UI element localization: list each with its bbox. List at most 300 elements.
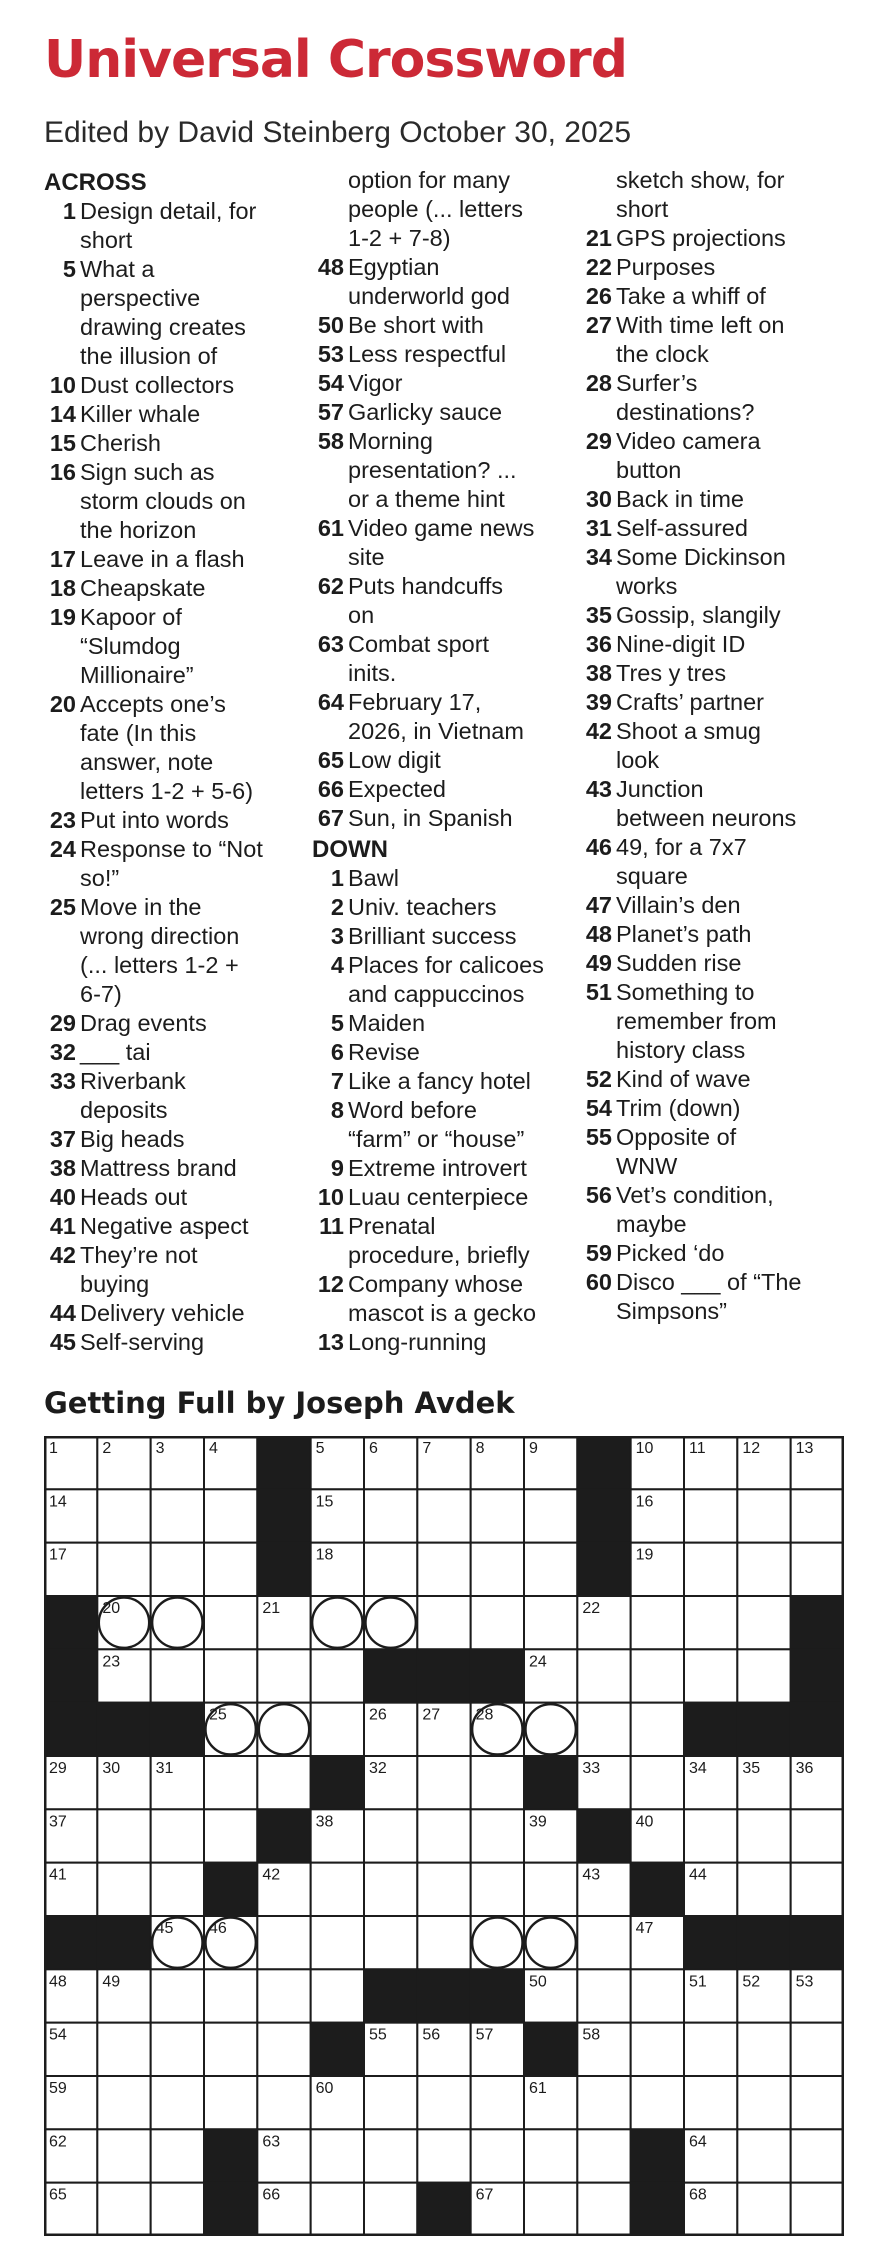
grid-cell[interactable] xyxy=(631,1969,684,2022)
grid-cell[interactable] xyxy=(204,2023,257,2076)
down-clue-55[interactable] xyxy=(580,1123,842,1181)
grid-cell[interactable] xyxy=(791,2023,844,2076)
grid-cell[interactable] xyxy=(577,1916,630,1969)
down-clue-48[interactable] xyxy=(580,920,842,949)
block-cell xyxy=(631,2129,684,2182)
cell-number: 33 xyxy=(582,1760,601,1777)
across-clue-14[interactable] xyxy=(44,400,306,429)
clue-number: 57 xyxy=(317,399,344,425)
clue-text: option for many people (... letters 1-2 + 7-8) xyxy=(348,167,524,251)
block-cell xyxy=(524,1756,577,1809)
grid-cell[interactable] xyxy=(684,2023,737,2076)
clue-number: 40 xyxy=(49,1184,76,1210)
clue-text: Tres y tres xyxy=(616,660,727,686)
clue-text: Puts handcuffs on xyxy=(348,573,504,628)
block-cell xyxy=(684,1703,737,1756)
grid-cell[interactable] xyxy=(471,2076,524,2129)
across-clue-18[interactable] xyxy=(44,574,306,603)
grid-cell[interactable] xyxy=(631,2076,684,2129)
across-clue-66[interactable] xyxy=(312,775,574,804)
grid-cell[interactable] xyxy=(257,1649,310,1702)
grid-cell[interactable] xyxy=(791,1809,844,1862)
across-clue-44[interactable] xyxy=(44,1299,306,1328)
grid-cell[interactable] xyxy=(791,1863,844,1916)
across-clue-5[interactable] xyxy=(44,255,306,371)
across-clue-23[interactable] xyxy=(44,806,306,835)
grid-cell[interactable] xyxy=(204,1969,257,2022)
across-clue-41[interactable] xyxy=(44,1212,306,1241)
grid-cell[interactable] xyxy=(737,1863,790,1916)
across-clue-1[interactable] xyxy=(44,197,306,255)
clue-number: 31 xyxy=(585,515,612,541)
down-clue-28[interactable] xyxy=(580,369,842,427)
down-clue-46[interactable] xyxy=(580,833,842,891)
grid-cell[interactable] xyxy=(524,1703,577,1756)
cell-number: 31 xyxy=(155,1760,174,1777)
across-clue-25[interactable] xyxy=(44,893,306,1009)
clue-number: 29 xyxy=(585,428,612,454)
grid-cell[interactable] xyxy=(364,1543,417,1596)
grid-cell[interactable] xyxy=(684,2076,737,2129)
grid-cell[interactable] xyxy=(791,2183,844,2236)
down-clue-29[interactable] xyxy=(580,427,842,485)
grid-cell[interactable] xyxy=(257,2076,310,2129)
cell-number: 2 xyxy=(102,1440,112,1457)
grid-cell[interactable] xyxy=(311,1596,364,1649)
down-clue-31[interactable] xyxy=(580,514,842,543)
grid-cell[interactable] xyxy=(417,1809,470,1862)
grid-cell[interactable] xyxy=(684,1489,737,1542)
clue-text: Put into words xyxy=(80,807,229,833)
grid-cell[interactable] xyxy=(151,1969,204,2022)
clue-number: 10 xyxy=(317,1184,344,1210)
clue-text: Extreme introvert xyxy=(348,1155,527,1181)
grid-cell[interactable] xyxy=(311,2183,364,2236)
grid-cell[interactable] xyxy=(364,1863,417,1916)
grid-cell[interactable] xyxy=(204,1649,257,1702)
grid-cell[interactable] xyxy=(577,2129,630,2182)
cell-number: 34 xyxy=(689,1760,707,1777)
block-cell xyxy=(44,1596,97,1649)
grid-cell[interactable] xyxy=(471,1863,524,1916)
grid-cell[interactable] xyxy=(417,1863,470,1916)
grid-cell[interactable] xyxy=(471,2129,524,2182)
clue-number: 32 xyxy=(49,1039,76,1065)
clue-number: 30 xyxy=(585,486,612,512)
grid-cell[interactable] xyxy=(524,2129,577,2182)
clue-text: Cheapskate xyxy=(80,575,206,601)
grid-cell[interactable] xyxy=(257,1703,310,1756)
grid-cell[interactable] xyxy=(577,2183,630,2236)
grid-cell[interactable] xyxy=(631,1596,684,1649)
down-clue-60[interactable] xyxy=(580,1268,842,1326)
down-clue-49[interactable] xyxy=(580,949,842,978)
down-clue-12[interactable] xyxy=(312,1270,574,1328)
grid-cell[interactable] xyxy=(737,2183,790,2236)
block-cell xyxy=(44,1703,97,1756)
clue-number: 16 xyxy=(49,459,76,485)
block-cell xyxy=(631,1863,684,1916)
clue-text: Nine-digit ID xyxy=(616,631,746,657)
across-clue-64[interactable] xyxy=(312,688,574,746)
grid-cell[interactable] xyxy=(257,2023,310,2076)
grid-cell[interactable] xyxy=(151,2076,204,2129)
grid-cell[interactable] xyxy=(311,1916,364,1969)
grid-cell[interactable] xyxy=(364,1809,417,1862)
down-clue-43[interactable] xyxy=(580,775,842,833)
down-clue-5[interactable] xyxy=(312,1009,574,1038)
down-clue-13-continued[interactable] xyxy=(580,166,842,224)
across-clue-62[interactable] xyxy=(312,572,574,630)
clue-text: Negative aspect xyxy=(80,1213,249,1239)
grid-cell[interactable] xyxy=(204,2076,257,2129)
across-clue-24[interactable] xyxy=(44,835,306,893)
grid-cell[interactable] xyxy=(631,1756,684,1809)
clue-column-2 xyxy=(312,166,574,1357)
grid-cell[interactable] xyxy=(737,1809,790,1862)
grid-cell[interactable] xyxy=(577,2076,630,2129)
clue-text: Mattress brand xyxy=(80,1155,237,1181)
clue-text: Revise xyxy=(348,1039,420,1065)
grid-cell[interactable] xyxy=(151,1596,204,1649)
across-clue-19[interactable] xyxy=(44,603,306,690)
across-clue-40[interactable] xyxy=(44,1183,306,1212)
grid-cell[interactable] xyxy=(151,2183,204,2236)
across-clue-54[interactable] xyxy=(312,369,574,398)
across-clue-10[interactable] xyxy=(44,371,306,400)
clue-number: 38 xyxy=(49,1155,76,1181)
across-clue-63[interactable] xyxy=(312,630,574,688)
grid-cell[interactable] xyxy=(204,1809,257,1862)
grid-cell[interactable] xyxy=(417,1596,470,1649)
grid-cell[interactable] xyxy=(417,1543,470,1596)
grid-cell[interactable] xyxy=(364,1489,417,1542)
down-clue-59[interactable] xyxy=(580,1239,842,1268)
clue-number: 49 xyxy=(585,950,612,976)
grid-cell[interactable] xyxy=(417,2129,470,2182)
grid-cell[interactable] xyxy=(631,1703,684,1756)
cell-number: 12 xyxy=(742,1440,761,1457)
block-cell xyxy=(417,1969,470,2022)
clue-text: Brilliant success xyxy=(348,923,517,949)
grid-cell[interactable] xyxy=(364,2129,417,2182)
grid-cell[interactable] xyxy=(471,1916,524,1969)
cell-number: 13 xyxy=(795,1440,814,1457)
grid-cell[interactable] xyxy=(97,1809,150,1862)
grid-cell[interactable] xyxy=(151,1863,204,1916)
grid-cell[interactable] xyxy=(737,1489,790,1542)
grid-cell[interactable] xyxy=(471,1756,524,1809)
clue-text: Garlicky sauce xyxy=(348,399,503,425)
block-cell xyxy=(791,1703,844,1756)
block-cell xyxy=(577,1489,630,1542)
grid-cell[interactable] xyxy=(471,1596,524,1649)
grid-cell[interactable] xyxy=(737,2023,790,2076)
clue-text: Junction between neurons xyxy=(616,776,797,831)
grid-cell[interactable] xyxy=(364,1916,417,1969)
clue-text: Expected xyxy=(348,776,446,802)
down-clue-38[interactable] xyxy=(580,659,842,688)
clue-text: Response to “Not so!” xyxy=(80,836,263,891)
grid-cell[interactable] xyxy=(737,1543,790,1596)
grid-cell[interactable] xyxy=(471,1809,524,1862)
across-clue-37[interactable] xyxy=(44,1125,306,1154)
grid-cell[interactable] xyxy=(524,1916,577,1969)
block-cell xyxy=(257,1489,310,1542)
grid-cell[interactable] xyxy=(791,1489,844,1542)
down-clue-34[interactable] xyxy=(580,543,842,601)
cell-number: 60 xyxy=(315,2080,334,2097)
clue-number: 1 xyxy=(330,865,344,891)
clue-number: 8 xyxy=(330,1097,344,1123)
clue-text: Picked ‘do xyxy=(616,1240,725,1266)
grid-cell[interactable] xyxy=(737,1649,790,1702)
clue-number: 5 xyxy=(62,256,76,282)
grid-cell[interactable] xyxy=(257,1916,310,1969)
grid-cell[interactable] xyxy=(97,2076,150,2129)
clue-text: ___ tai xyxy=(80,1039,151,1065)
down-clue-56[interactable] xyxy=(580,1181,842,1239)
across-clue-32[interactable] xyxy=(44,1038,306,1067)
clue-number: 47 xyxy=(585,892,612,918)
grid-cell[interactable] xyxy=(577,1649,630,1702)
cell-number: 15 xyxy=(315,1493,334,1511)
cell-number: 49 xyxy=(102,1973,121,1991)
cell-number: 25 xyxy=(209,1706,227,1724)
across-clue-53[interactable] xyxy=(312,340,574,369)
grid-cell[interactable] xyxy=(311,1969,364,2022)
grid-cell[interactable] xyxy=(631,1649,684,1702)
clue-number: 42 xyxy=(585,718,612,744)
clue-number: 67 xyxy=(317,805,344,831)
grid-cell[interactable] xyxy=(524,2183,577,2236)
down-clue-30[interactable] xyxy=(580,485,842,514)
across-clue-48[interactable] xyxy=(312,253,574,311)
clue-text: Leave in a flash xyxy=(80,546,245,572)
down-clue-13[interactable] xyxy=(312,1328,574,1357)
grid-cell[interactable] xyxy=(737,1596,790,1649)
across-clue-16[interactable] xyxy=(44,458,306,545)
down-heading: DOWN xyxy=(312,836,388,863)
block-cell xyxy=(364,1649,417,1702)
grid-cell[interactable] xyxy=(311,1863,364,1916)
clue-text: Delivery vehicle xyxy=(80,1300,245,1326)
grid-cell[interactable] xyxy=(684,1649,737,1702)
grid-cell[interactable] xyxy=(417,1756,470,1809)
grid-cell[interactable] xyxy=(204,1756,257,1809)
across-clue-17[interactable] xyxy=(44,545,306,574)
crossword-grid[interactable] xyxy=(44,1436,844,2236)
grid-cell[interactable] xyxy=(151,2129,204,2182)
clue-number: 44 xyxy=(49,1300,76,1326)
clue-number: 62 xyxy=(317,573,344,599)
down-clue-47[interactable] xyxy=(580,891,842,920)
grid-cell[interactable] xyxy=(257,1969,310,2022)
clue-text: 49, for a 7x7 square xyxy=(616,834,747,889)
clue-number: 53 xyxy=(317,341,344,367)
clue-text: Gossip, slangily xyxy=(616,602,781,628)
clue-number: 9 xyxy=(330,1155,344,1181)
across-clue-61[interactable] xyxy=(312,514,574,572)
across-clue-50[interactable] xyxy=(312,311,574,340)
clue-text: GPS projections xyxy=(616,225,786,251)
down-clue-3[interactable] xyxy=(312,922,574,951)
across-clue-67[interactable] xyxy=(312,804,574,833)
clue-number: 58 xyxy=(317,428,344,454)
across-clue-42[interactable] xyxy=(44,1241,306,1299)
grid-cell[interactable] xyxy=(151,1489,204,1542)
across-clue-29[interactable] xyxy=(44,1009,306,1038)
block-cell xyxy=(44,1649,97,1702)
down-clue-52[interactable] xyxy=(580,1065,842,1094)
cell-number: 66 xyxy=(262,2186,281,2204)
grid-cell[interactable] xyxy=(524,1863,577,1916)
across-clue-20[interactable] xyxy=(44,690,306,806)
grid-cell[interactable] xyxy=(364,1596,417,1649)
clue-number: 24 xyxy=(49,836,76,862)
block-cell xyxy=(577,1436,630,1489)
grid-cell[interactable] xyxy=(204,1489,257,1542)
grid-cell[interactable] xyxy=(151,1543,204,1596)
clue-number: 39 xyxy=(585,689,612,715)
grid-cell[interactable] xyxy=(737,2129,790,2182)
grid-cell[interactable] xyxy=(364,2076,417,2129)
grid-cell[interactable] xyxy=(311,1703,364,1756)
grid-cell[interactable] xyxy=(204,1543,257,1596)
down-clue-35[interactable] xyxy=(580,601,842,630)
block-cell xyxy=(524,2023,577,2076)
across-clue-65[interactable] xyxy=(312,746,574,775)
grid-cell[interactable] xyxy=(684,1596,737,1649)
down-clue-26[interactable] xyxy=(580,282,842,311)
grid-cell[interactable] xyxy=(204,1596,257,1649)
across-clue-57[interactable] xyxy=(312,398,574,427)
block-cell xyxy=(311,1756,364,1809)
clue-text: Prenatal procedure, briefly xyxy=(348,1213,530,1268)
grid-cell[interactable] xyxy=(524,1543,577,1596)
clue-text: Like a fancy hotel xyxy=(348,1068,531,1094)
cell-number: 63 xyxy=(262,2133,281,2151)
grid-cell[interactable] xyxy=(97,2023,150,2076)
down-clue-27[interactable] xyxy=(580,311,842,369)
grid-cell[interactable] xyxy=(97,2129,150,2182)
down-clue-4[interactable] xyxy=(312,951,574,1009)
clue-number: 29 xyxy=(49,1010,76,1036)
grid-cell[interactable] xyxy=(471,1489,524,1542)
grid-cell[interactable] xyxy=(417,1916,470,1969)
down-clue-54[interactable] xyxy=(580,1094,842,1123)
grid-cell[interactable] xyxy=(151,1809,204,1862)
clue-number: 18 xyxy=(49,575,76,601)
grid-cell[interactable] xyxy=(684,1809,737,1862)
block-cell xyxy=(684,1916,737,1969)
down-clue-22[interactable] xyxy=(580,253,842,282)
down-clue-36[interactable] xyxy=(580,630,842,659)
grid-cell[interactable] xyxy=(471,1543,524,1596)
down-clue-21[interactable] xyxy=(580,224,842,253)
clue-number: 60 xyxy=(585,1269,612,1295)
clue-number: 25 xyxy=(49,894,76,920)
down-clue-1[interactable] xyxy=(312,864,574,893)
grid-cell[interactable] xyxy=(97,2183,150,2236)
clue-number: 19 xyxy=(49,604,76,630)
grid-cell[interactable] xyxy=(684,1543,737,1596)
down-clue-11[interactable] xyxy=(312,1212,574,1270)
cell-number: 14 xyxy=(49,1493,67,1511)
cell-number: 18 xyxy=(315,1546,334,1564)
down-clue-8[interactable] xyxy=(312,1096,574,1154)
grid-cell[interactable] xyxy=(97,1489,150,1542)
grid-cell[interactable] xyxy=(524,1596,577,1649)
grid-cell[interactable] xyxy=(791,2076,844,2129)
grid-cell[interactable] xyxy=(97,1543,150,1596)
block-cell xyxy=(417,2183,470,2236)
down-clue-10[interactable] xyxy=(312,1183,574,1212)
grid-cell[interactable] xyxy=(577,1703,630,1756)
grid-cell[interactable] xyxy=(257,1756,310,1809)
clue-text: What a perspective drawing creates the illusion of xyxy=(80,256,246,369)
clue-text: Univ. teachers xyxy=(348,894,497,920)
clue-number: 17 xyxy=(49,546,76,572)
cell-number: 23 xyxy=(102,1653,121,1671)
down-clue-42[interactable] xyxy=(580,717,842,775)
clue-text: Cherish xyxy=(80,430,161,456)
grid-cell[interactable] xyxy=(577,1969,630,2022)
grid-cell[interactable] xyxy=(151,2023,204,2076)
clue-number: 56 xyxy=(585,1182,612,1208)
down-clue-9[interactable] xyxy=(312,1154,574,1183)
clue-number: 65 xyxy=(317,747,344,773)
cell-number: 50 xyxy=(529,1973,547,1991)
across-clue-45[interactable] xyxy=(44,1328,306,1357)
block-cell xyxy=(151,1703,204,1756)
clue-number: 26 xyxy=(585,283,612,309)
clue-text: Less respectful xyxy=(348,341,507,367)
block-cell xyxy=(204,2129,257,2182)
grid-cell[interactable] xyxy=(524,1489,577,1542)
clue-number: 20 xyxy=(49,691,76,717)
grid-cell[interactable] xyxy=(97,1863,150,1916)
across-clue-58[interactable] xyxy=(312,427,574,514)
down-clue-39[interactable] xyxy=(580,688,842,717)
grid-cell[interactable] xyxy=(364,2183,417,2236)
across-clue-38[interactable] xyxy=(44,1154,306,1183)
across-clue-45-continued[interactable] xyxy=(312,166,574,253)
grid-cell[interactable] xyxy=(737,2076,790,2129)
across-clue-15[interactable] xyxy=(44,429,306,458)
down-clue-7[interactable] xyxy=(312,1067,574,1096)
cell-number: 55 xyxy=(369,2026,387,2044)
grid-cell[interactable] xyxy=(311,2129,364,2182)
clue-text: Dust collectors xyxy=(80,372,235,398)
grid-cell[interactable] xyxy=(631,2023,684,2076)
grid-cell[interactable] xyxy=(151,1649,204,1702)
grid-cell[interactable] xyxy=(417,1489,470,1542)
clue-number: 28 xyxy=(585,370,612,396)
clue-number: 55 xyxy=(585,1124,612,1150)
down-clue-6[interactable] xyxy=(312,1038,574,1067)
block-cell xyxy=(97,1916,150,1969)
grid-cell[interactable] xyxy=(311,1649,364,1702)
across-clue-33[interactable] xyxy=(44,1067,306,1125)
grid-cell[interactable] xyxy=(791,1543,844,1596)
down-clue-2[interactable] xyxy=(312,893,574,922)
cell-number: 54 xyxy=(49,2026,67,2044)
grid-cell[interactable] xyxy=(791,2129,844,2182)
down-clue-51[interactable] xyxy=(580,978,842,1065)
clue-text: Accepts one’s fate (In this answer, note letters 1-2 + 5-6) xyxy=(80,691,254,804)
grid-cell[interactable] xyxy=(417,2076,470,2129)
